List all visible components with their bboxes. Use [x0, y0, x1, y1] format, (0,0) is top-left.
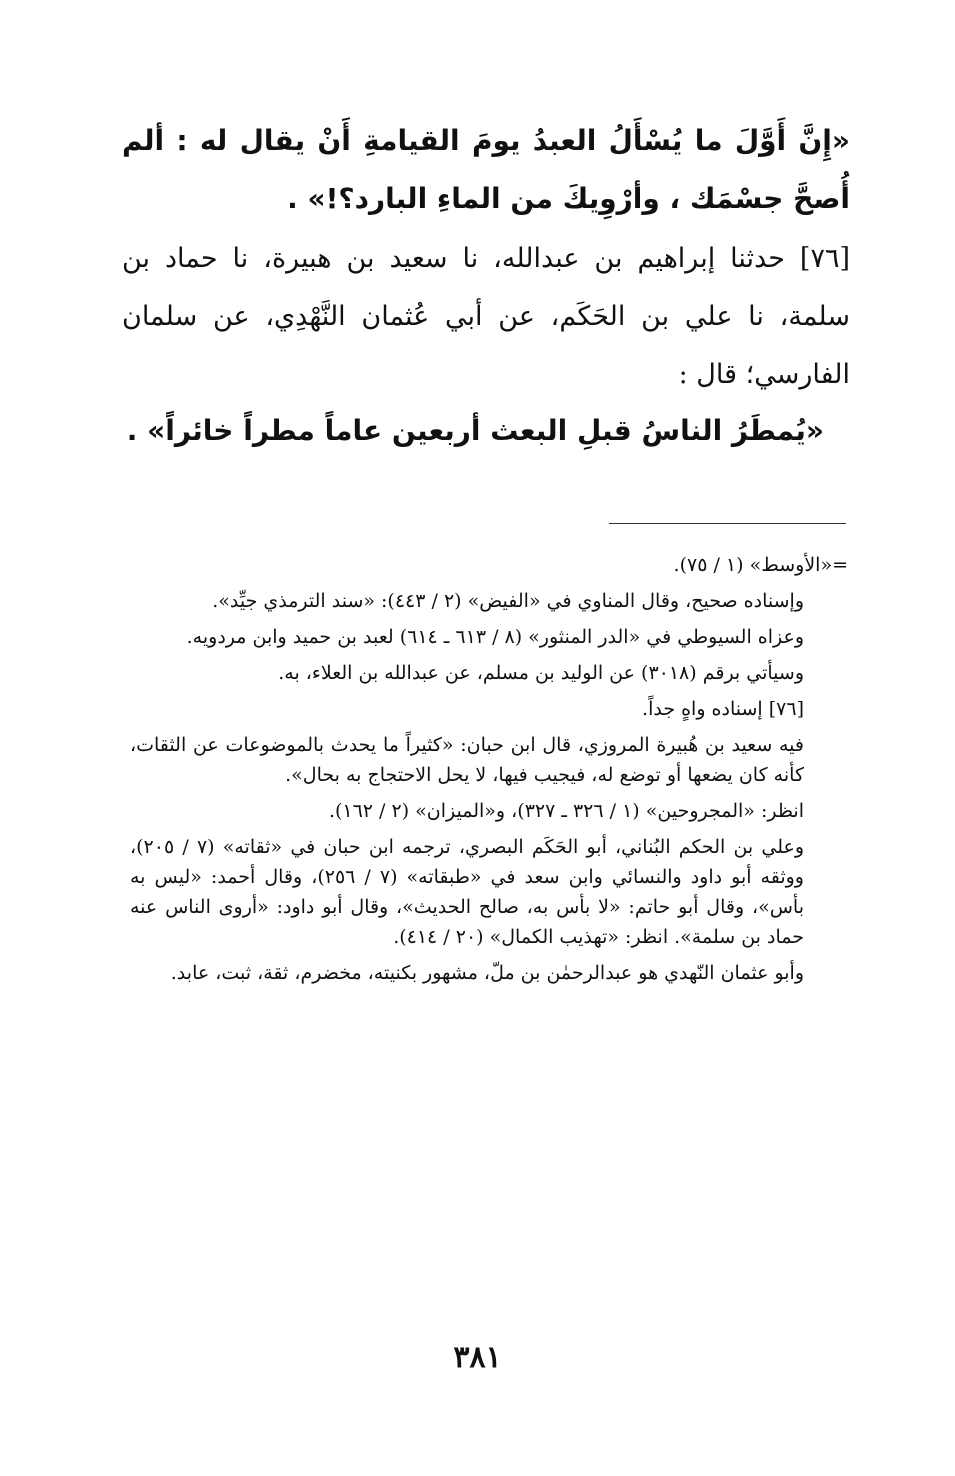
footnote-paragraph: وسيأتي برقم (٣٠١٨) عن الوليد بن مسلم، عن عبدالله بن العلاء، به.	[278, 662, 804, 684]
page-number: ٣٨١	[453, 1340, 502, 1375]
hadith-76-text: «يُمطَرُ الناسُ قبلِ البعث أربعين عاماً مطراً خائراً» .	[126, 414, 824, 447]
footnote-continuation: =«الأوسط» (١ / ٧٥).	[673, 554, 848, 576]
footnote-divider	[609, 523, 846, 524]
footnote-paragraph: وعلي بن الحكم البُناني، أبو الحَكَم البصري، ترجمه ابن حبان في «ثقاته» (٧ / ٢٠٥)، ووثقه أبو داود والنسائي وابن سعد في «طبقاته» (٧ / ٢٥٦)، وقال أحمد: «ليس به بأس»، وقال أبو حاتم: «لا بأس به، صالح الحديث»، وقال أبو داود: «أروى الناس عنه حماد بن سلمة». انظر: «تهذيب الكمال» (٢٠ / ٤١٤).	[130, 836, 805, 948]
footnote-paragraph: انظر: «المجروحين» (١ / ٣٢٦ ـ ٣٢٧)، و«الميزان» (٢ / ١٦٢).	[328, 800, 804, 822]
footnote-paragraph: فيه سعيد بن هُبيرة المروزي، قال ابن حبان: «كثيراً ما يحدث بالموضوعات عن الثقات، كأنه كان يضعها أو توضع له، فيجيب فيها، لا يحل الاحتجاج به بحال».	[130, 734, 804, 786]
footnote-paragraph: وإسناده صحيح، وقال المناوي في «الفيض» (٢ / ٤٤٣): «سند الترمذي جيِّد».	[212, 590, 804, 612]
footnotes-section	[130, 550, 848, 994]
footnote-paragraph: وأبو عثمان النّهدي هو عبدالرحمٰن بن ملّ، مشهور بكنيته، مخضرم، ثقة، ثبت، عابد.	[170, 962, 804, 984]
footnote-paragraph: وعزاه السيوطي في «الدر المنثور» (٨ / ٦١٣ ـ ٦١٤) لعبد بن حميد وابن مردويه.	[186, 626, 804, 648]
hadith-75-text: «إِنَّ أَوَّلَ ما يُسْأَلُ العبدُ يومَ القيامةِ أَنْ يقال له : ألم أُصحَّ جسْمَك ، وأرْوِيكَ من الماءِ البارد؟!» .	[122, 124, 850, 215]
footnote-heading-76: [٧٦] إسناده واهٍ جداً.	[642, 698, 804, 720]
hadith-76-isnad: [٧٦] حدثنا إبراهيم بن عبدالله، نا سعيد بن هبيرة، نا حماد بن سلمة، نا علي بن الحَكَم، عن أبي عُثمان النَّهْدِي، عن سلمان الفارسي؛ قال :	[122, 243, 850, 390]
